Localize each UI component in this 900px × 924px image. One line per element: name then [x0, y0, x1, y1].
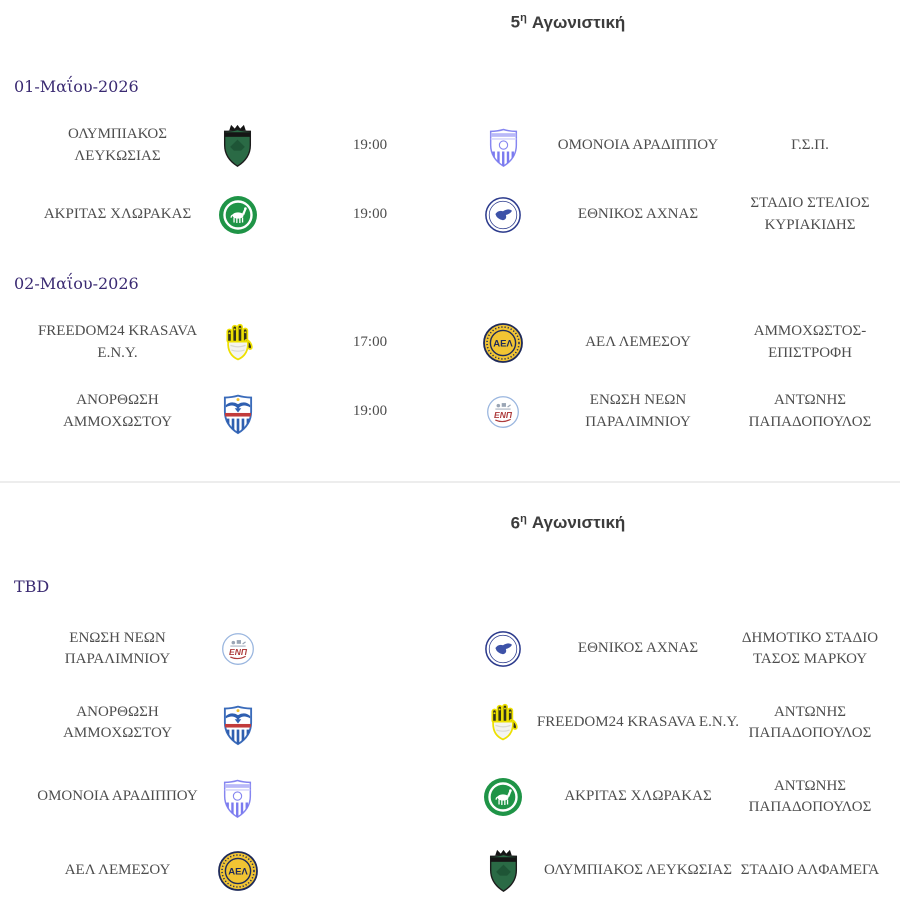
home-team-name: ΑΝΟΡΘΩΣΗ ΑΜΜΟΧΩΣΤΟΥ	[63, 392, 172, 431]
round-divider	[0, 481, 900, 483]
venue-name: ΣΤΑΔΙΟ ΑΛΦΑΜΕΓΑ	[740, 862, 880, 879]
akritas-chlorakas-crest-icon	[470, 777, 536, 817]
away-team-name: ΟΛΥΜΠΙΑΚΟΣ ΛΕΥΚΩΣΙΑΣ	[544, 862, 732, 879]
away-team-name: ΕΝΩΣΗ ΝΕΩΝ ΠΑΡΑΛΙΜΝΙΟΥ	[585, 392, 691, 431]
anorthosis-ammochostou-crest-icon	[205, 390, 270, 435]
kickoff-time: 17:00	[352, 334, 388, 351]
omonoia-aradippou-crest-icon	[470, 124, 536, 168]
venue-name: Γ.Σ.Π.	[791, 137, 829, 154]
round-section-6	[0, 505, 900, 909]
kickoff-time: 19:00	[352, 206, 388, 223]
away-team-name: ΑΕΛ ΛΕΜΕΣΟΥ	[585, 334, 691, 351]
date-label: 01-Μαΐου-2026	[14, 76, 139, 96]
home-team-name: ΑΚΡΙΤΑΣ ΧΛΩΡΑΚΑΣ	[43, 206, 192, 223]
round-word: Αγωνιστική	[531, 12, 626, 32]
away-team-name: ΕΘΝΙΚΟΣ ΑΧΝΑΣ	[577, 206, 699, 223]
home-team-name: ΑΝΟΡΘΩΣΗ ΑΜΜΟΧΩΣΤΟΥ	[63, 703, 172, 742]
home-team-name: ΑΕΛ ΛΕΜΕΣΟΥ	[64, 862, 171, 879]
akritas-chlorakas-crest-icon	[205, 195, 270, 235]
matches-list	[0, 112, 900, 250]
match-row	[0, 378, 900, 447]
venue-name: ΣΤΑΔΙΟ ΣΤΕΛΙΟΣ ΚΥΡΙΑΚΙΔΗΣ	[750, 195, 870, 234]
date-label: 02-Μαΐου-2026	[14, 273, 139, 293]
venue-name: ΑΜΜΟΧΩΣΤΟΣ-ΕΠΙΣΤΡΟΦΗ	[753, 323, 867, 362]
venue-name: ΑΝΤΩΝΗΣ ΠΑΠΑΔΟΠΟΥΛΟΣ	[748, 777, 872, 816]
round-ordinal-suffix: η	[520, 12, 527, 24]
away-team-name: ΟΜΟΝΟΙΑ ΑΡΑΔΙΠΠΟΥ	[557, 137, 719, 154]
home-team-name: ΕΝΩΣΗ ΝΕΩΝ ΠΑΡΑΛΙΜΝΙΟΥ	[64, 629, 171, 668]
kickoff-time: 19:00	[352, 403, 388, 420]
match-row	[0, 686, 900, 760]
enosi-neon-paralimniou-crest-icon	[470, 395, 536, 429]
match-row	[0, 612, 900, 686]
round-title	[0, 4, 900, 41]
freedom24-krasava-crest-icon	[470, 701, 536, 746]
enosi-neon-paralimniou-crest-icon	[205, 632, 270, 666]
round-ordinal-suffix: η	[520, 512, 527, 525]
round-section-5	[0, 4, 900, 447]
match-row	[0, 112, 900, 181]
matches-list	[0, 309, 900, 447]
round-number: 5	[510, 12, 521, 32]
olympiakos-lefkosias-crest-icon	[470, 849, 536, 893]
freedom24-krasava-crest-icon	[205, 321, 270, 366]
omonoia-aradippou-crest-icon	[205, 775, 270, 819]
round-title	[0, 505, 900, 542]
match-row	[0, 834, 900, 908]
ael-lemesou-crest-icon	[470, 323, 536, 363]
ael-lemesou-crest-icon	[205, 851, 270, 891]
round-word: Αγωνιστική	[531, 513, 626, 533]
ethnikos-achnas-crest-icon	[470, 630, 536, 668]
ethnikos-achnas-crest-icon	[470, 196, 536, 234]
home-team-name: ΟΛΥΜΠΙΑΚΟΣ ΛΕΥΚΩΣΙΑΣ	[68, 126, 167, 165]
date-label: TBD	[14, 577, 50, 597]
venue-name: ΔΗΜΟΤΙΚΟ ΣΤΑΔΙΟ ΤΑΣΟΣ ΜΑΡΚΟΥ	[741, 629, 879, 668]
match-row	[0, 309, 900, 378]
olympiakos-lefkosias-crest-icon	[205, 124, 270, 168]
away-team-name: FREEDOM24 KRASAVA E.N.Y.	[536, 714, 740, 731]
match-row	[0, 760, 900, 834]
home-team-name: ΟΜΟΝΟΙΑ ΑΡΑΔΙΠΠΟΥ	[37, 788, 198, 805]
round-number: 6	[510, 513, 521, 533]
matches-list	[0, 612, 900, 908]
match-row	[0, 181, 900, 250]
anorthosis-ammochostou-crest-icon	[205, 701, 270, 746]
venue-name: ΑΝΤΩΝΗΣ ΠΑΠΑΔΟΠΟΥΛΟΣ	[748, 703, 872, 742]
home-team-name: FREEDOM24 KRASAVA E.N.Y.	[37, 323, 198, 362]
kickoff-time: 19:00	[352, 137, 388, 154]
venue-name: ΑΝΤΩΝΗΣ ΠΑΠΑΔΟΠΟΥΛΟΣ	[748, 392, 872, 431]
away-team-name: ΕΘΝΙΚΟΣ ΑΧΝΑΣ	[577, 640, 699, 657]
away-team-name: ΑΚΡΙΤΑΣ ΧΛΩΡΑΚΑΣ	[564, 788, 712, 805]
